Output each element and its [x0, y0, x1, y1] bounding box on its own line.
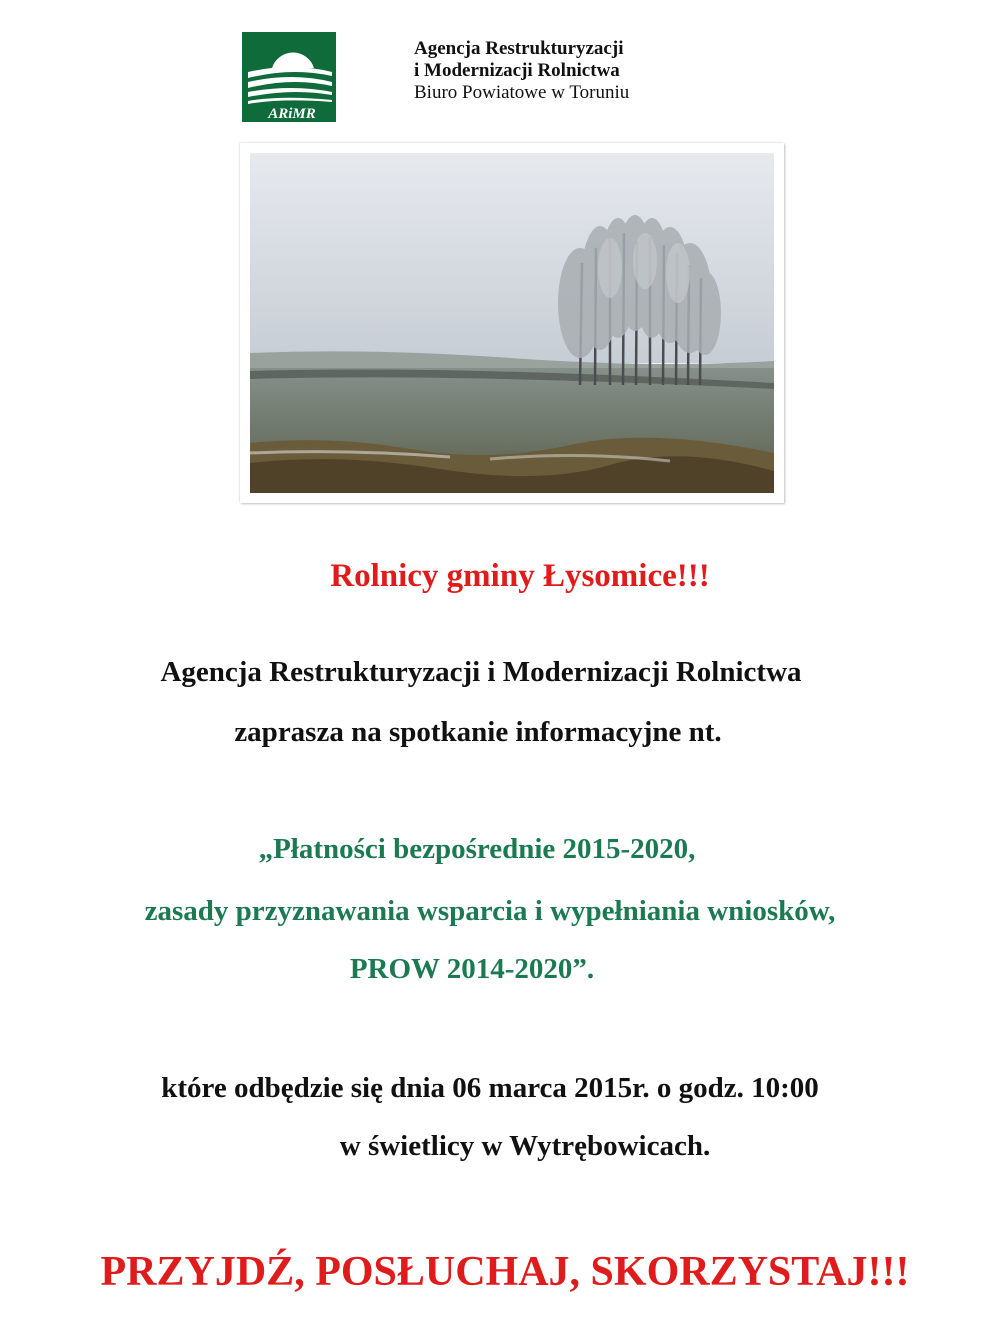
photo-frame — [240, 143, 784, 503]
org-block — [414, 38, 629, 104]
landscape-photo — [250, 153, 774, 493]
topic-line2: zasady przyznawania wsparcia i wypełniania wniosków, — [144, 895, 836, 927]
call-to-action: PRZYJDŹ, POSŁUCHAJ, SKORZYSTAJ!!! — [100, 1249, 910, 1295]
org-name-line1: Agencja Restrukturyzacji — [414, 38, 624, 59]
logo-text: ARiMR — [268, 106, 316, 122]
org-name-line2: i Modernizacji Rolnictwa — [414, 60, 620, 81]
headline: Rolnicy gminy Łysomice!!! — [330, 558, 710, 594]
arimr-logo — [242, 32, 336, 122]
intro-line1: Agencja Restrukturyzacji i Modernizacji Rolnictwa — [160, 656, 802, 688]
topic-line1: „Płatności bezpośrednie 2015-2020, — [258, 833, 696, 865]
intro-line2: zaprasza na spotkanie informacyjne nt. — [234, 716, 722, 748]
details-line2: w świetlicy w Wytrębowicach. — [339, 1130, 711, 1162]
details-line1: które odbędzie się dnia 06 marca 2015r. o godz. 10:00 — [161, 1072, 819, 1104]
topic-line3: PROW 2014-2020”. — [349, 953, 595, 985]
office-name: Biuro Powiatowe w Toruniu — [414, 82, 630, 103]
